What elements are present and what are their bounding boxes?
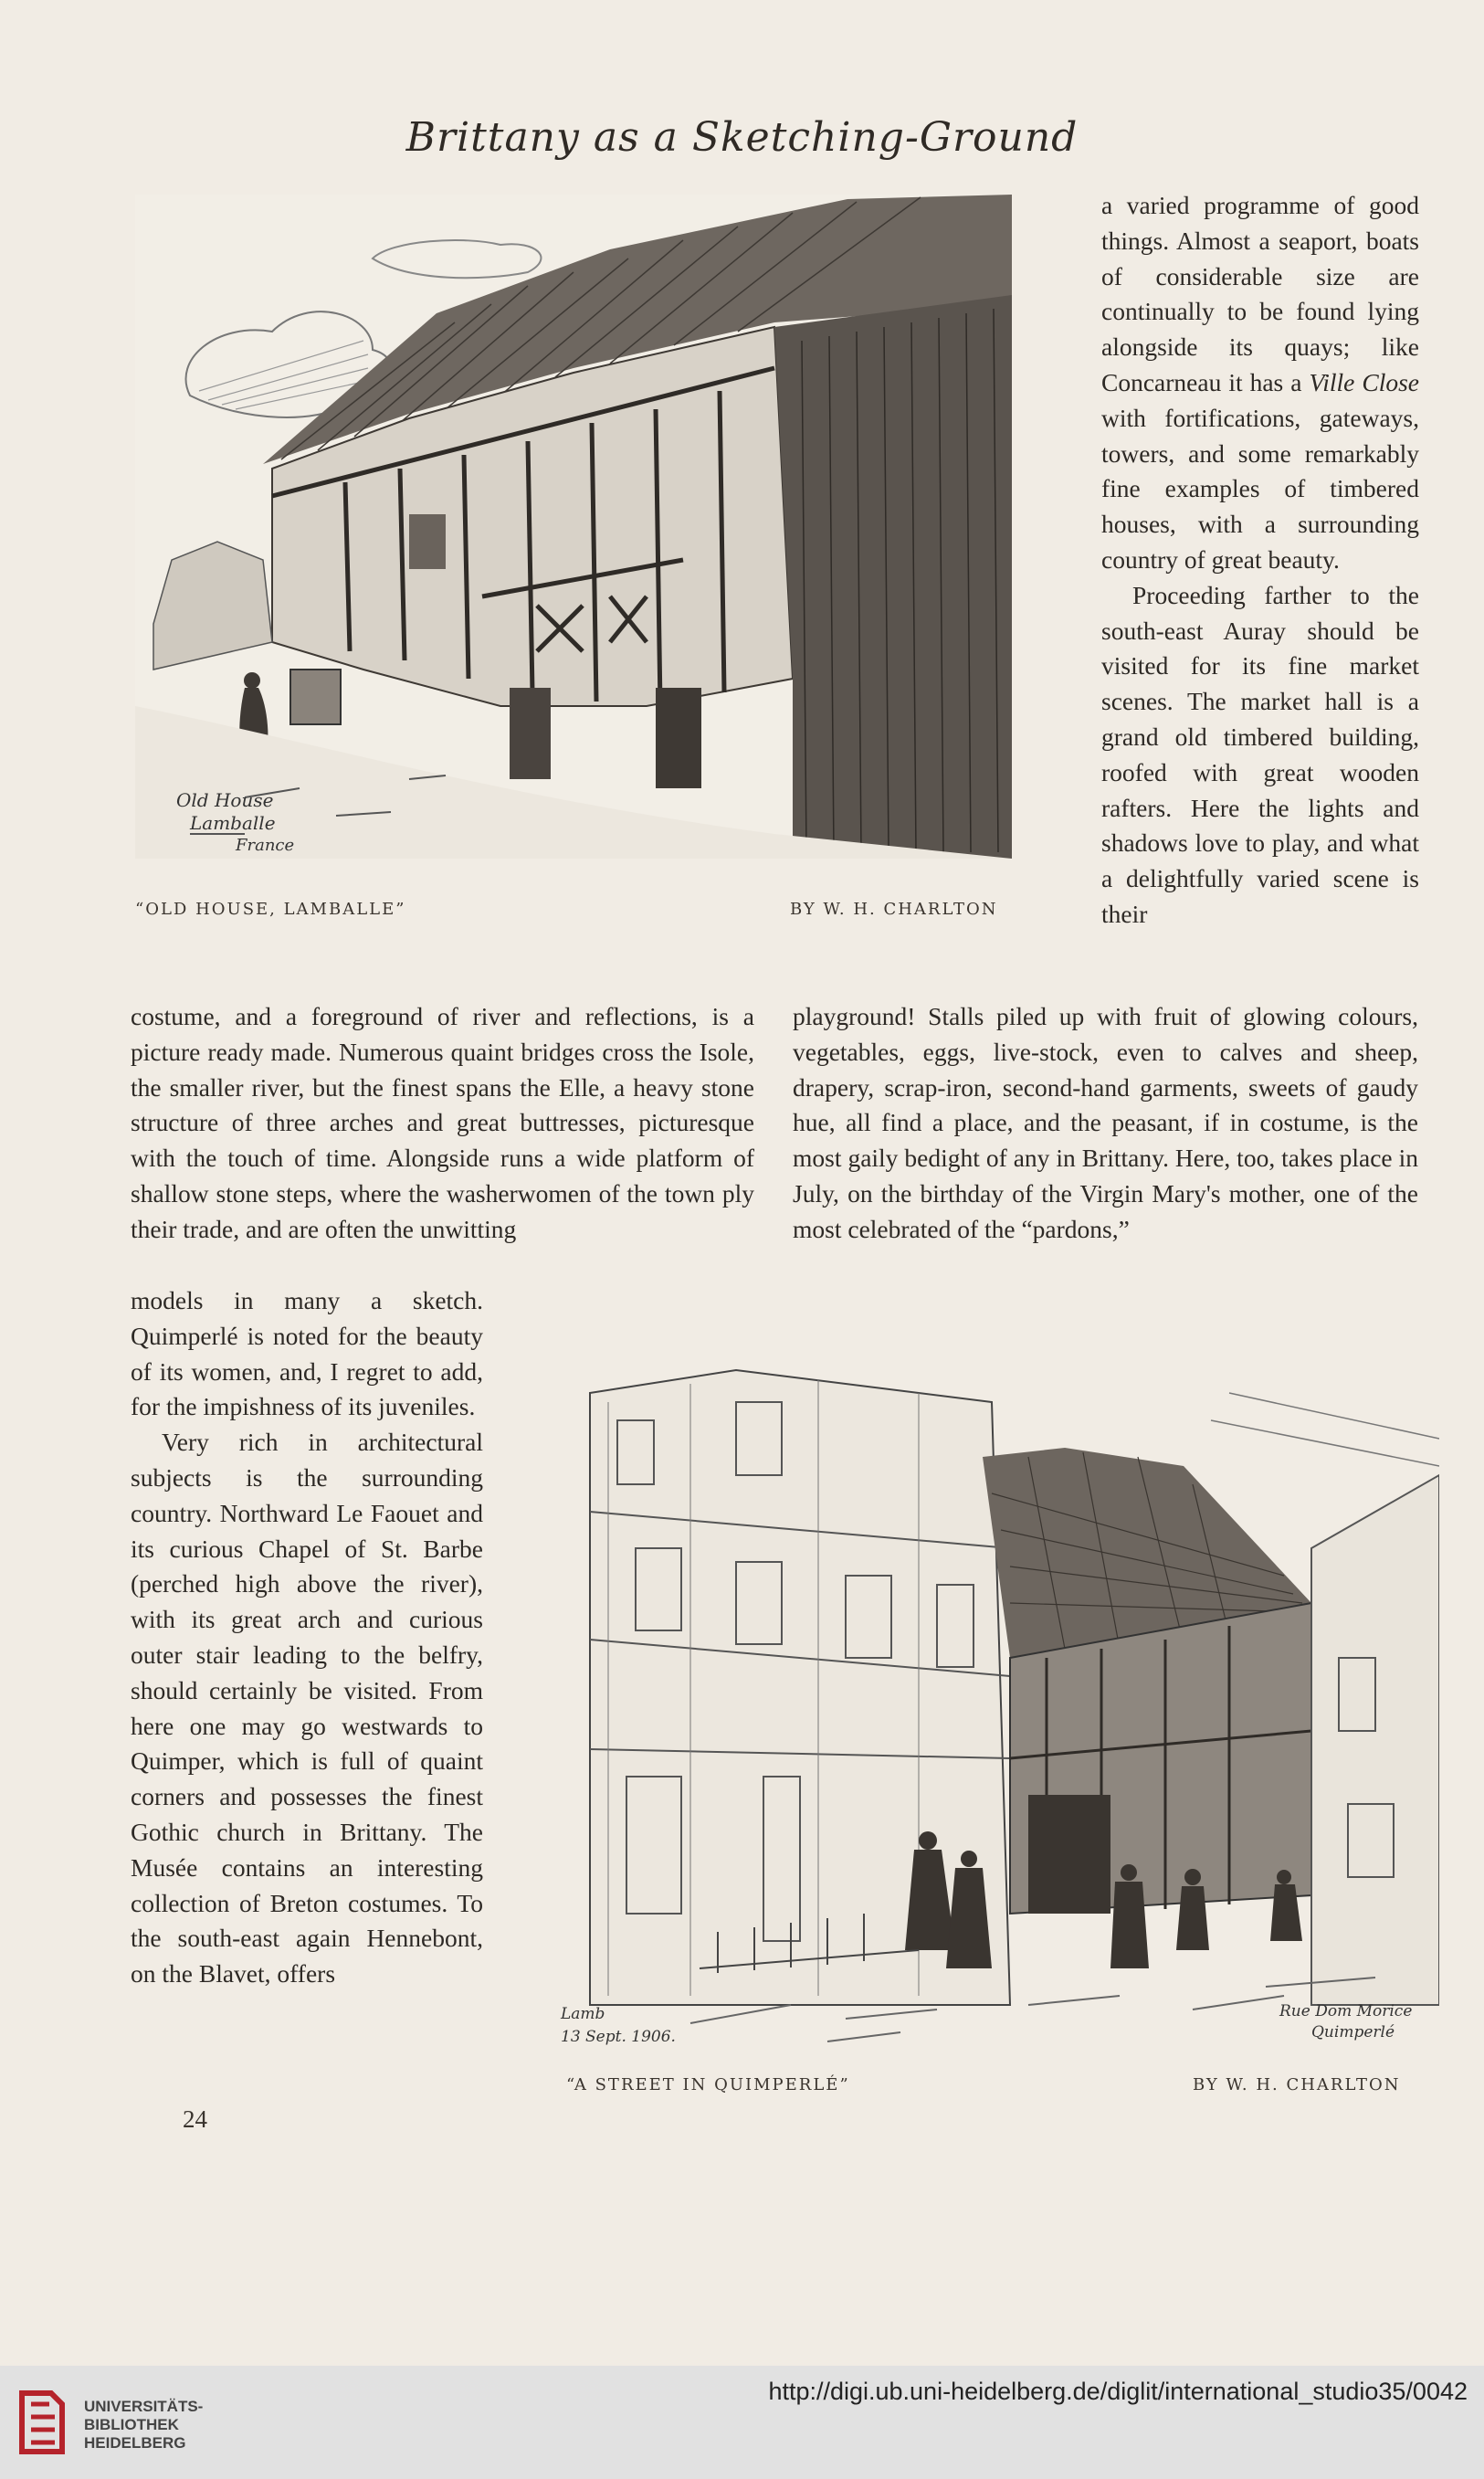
sketch-signature: 13 Sept. 1906. — [561, 2028, 676, 2046]
illustration-old-house-lamballe — [135, 195, 1012, 859]
paragraph: Proceeding farther to the south-east Auray should be visited for its fine market scenes. The market hall is a grand old timbered building, roofed with great wooden rafters. Here the lights and shadows love to play, and what a delightfully varied scene is their — [1101, 580, 1419, 928]
sketch-old-house — [135, 195, 1012, 859]
text-italic-run: Ville Close — [1309, 367, 1419, 396]
caption-figure-2-left: “A STREET IN QUIMPERLÉ” — [566, 2075, 850, 2094]
text-run: with fortifications, gateways, towers, and some remarkably fine examples of timbered houses, with a surrounding country of great beauty. — [1101, 403, 1419, 574]
logo-line: UNIVERSITÄTS- — [84, 2398, 204, 2415]
sketch-signature: Old House — [176, 789, 274, 811]
page-number: 24 — [183, 2105, 207, 2133]
logo-line: BIBLIOTHEK — [84, 2416, 179, 2433]
text-right-column-mid: playground! Stalls piled up with fruit of glowing colours, vegetables, eggs, live-stock, even to calves and sheep, drapery, scrap-iron, second-hand garments, sweets of gaudy hue, all find a place, and the peasant, if in costume, is the most gaily bedight of any in Brittany. Here, too, takes place in July, on the birthday of the Virgin Mary's mother, one of the most celebrated of the “pardons,” — [793, 1002, 1418, 1243]
text-left-column-mid: costume, and a foreground of river and reflections, is a picture ready made. Numerous quaint bridges cross the Isole, the smaller river, but the finest spans the Elle, a heavy stone structure of three arches and great buttresses, picturesque with the touch of time. Alongside runs a wide platform of shallow stone steps, where the washerwomen of the town ply their trade, and are often the unwitting — [131, 1002, 754, 1243]
logo-line: HEIDELBERG — [84, 2434, 186, 2452]
text-run: a varied programme of good things. Almost a seaport, boats of considerable size are continually to be found lying alongside its quays; like Concarneau it has a — [1101, 191, 1419, 396]
caption-figure-2-right: BY W. H. CHARLTON — [1193, 2075, 1401, 2094]
illustration-street-quimperle — [553, 1366, 1439, 2060]
running-title: Brittany as a Sketching-Ground — [405, 114, 1079, 161]
caption-figure-1-right: BY W. H. CHARLTON — [790, 900, 998, 919]
sketch-signature: Quimperlé — [1311, 2023, 1395, 2041]
sketch-signature: Lamb — [561, 2005, 605, 2023]
library-logo-text[interactable] — [84, 2398, 203, 2453]
sketch-signature: France — [236, 836, 295, 855]
source-url-link[interactable]: http://digi.ub.uni-heidelberg.de/diglit/international_studio35/0042 — [768, 2378, 1468, 2405]
text-left-column-bottom — [131, 1283, 483, 1992]
paragraph: models in many a sketch. Quimperlé is noted for the beauty of its women, and, I regret to add, for the impishness of its juveniles. — [131, 1286, 483, 1421]
text-narrow-right-column — [1101, 188, 1419, 933]
sketch-street — [553, 1366, 1439, 2060]
sketch-signature: Lamballe — [190, 812, 276, 834]
paragraph: Very rich in architectural subjects is the surrounding country. Northward Le Faouet and its curious Chapel of St. Barbe (perched high above the river), with its great arch and curious outer stair leading to the belfry, should certainly be visited. From here one may go westwards to Quimper, which is full of quaint corners and possesses the finest Gothic church in Brittany. The Musée contains an interesting collection of Breton costumes. To the south-east again Hennebont, on the Blavet, offers — [131, 1428, 483, 1988]
sketch-signature: Rue Dom Morice — [1279, 2002, 1413, 2020]
caption-figure-1-left: “OLD HOUSE, LAMBALLE” — [135, 900, 406, 919]
university-library-logo-icon[interactable] — [15, 2386, 69, 2459]
